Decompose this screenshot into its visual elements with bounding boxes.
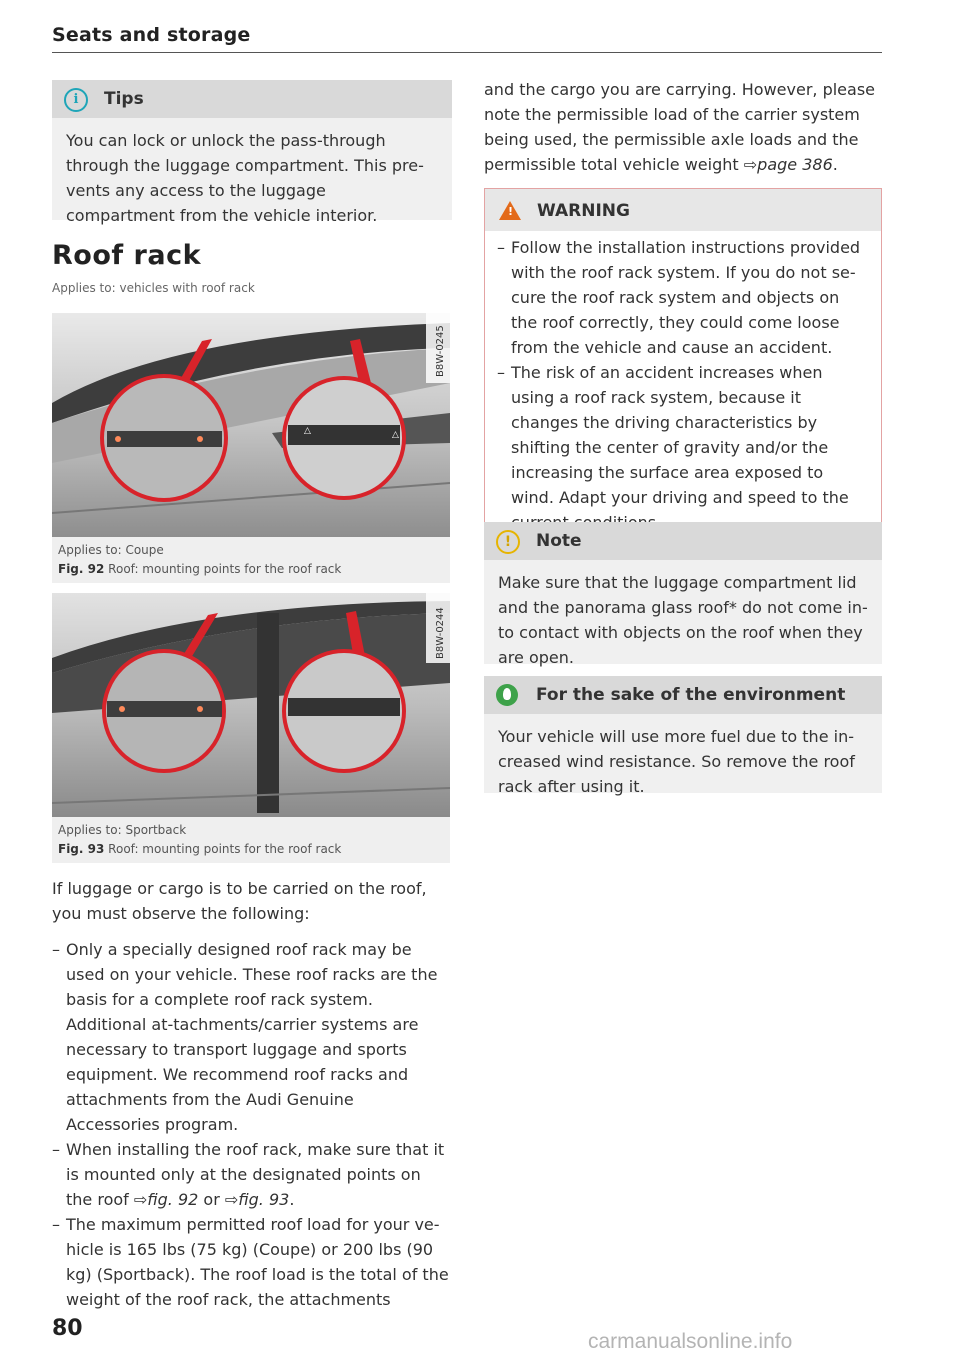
page-number: 80	[52, 1316, 83, 1341]
section-applies-note: Applies to: vehicles with roof rack	[52, 281, 255, 295]
warning-box	[484, 188, 882, 546]
page-386-link[interactable]: page 386	[757, 155, 833, 174]
note-text: Make sure that the luggage compartment lid and the panorama glass roof* do not come in-to contact with objects on the roof when they are open.	[498, 573, 868, 667]
warning-triangle-icon: !	[499, 201, 521, 220]
warning-item-risk: – The risk of an accident increases when using a roof rack system, because it changes the driving characteristics by shifting the center of gravity and/or the increasing the surface area exposed to wind. Adapt your driving and speed to the	[497, 360, 867, 535]
note-title: Note	[536, 531, 582, 551]
bullet-installation-or: or	[203, 1190, 220, 1209]
figure-92-caption	[52, 537, 450, 583]
bullet-specially-designed: – Only a specially designed roof rack may be used on your vehicle. These roof racks are the basis for a complete roof rack system. Additional at-tachments/carrier systems are necessary to transport luggage and sports equipment. We recommend roof racks and attachments from the Audi Genuine Accessories program.	[52, 937, 452, 1137]
fig-92-link[interactable]: fig. 92	[147, 1190, 199, 1209]
warning-body	[485, 231, 881, 545]
tips-title: Tips	[104, 89, 144, 109]
note-box	[484, 522, 882, 667]
continued-text: and the cargo you are carrying. However, please note the permissible load of the carrier system being used, the permissible axle loads and the permissible total vehicle weight	[484, 80, 876, 174]
tips-header	[52, 80, 452, 118]
figure-92-applies: Applies to: Coupe	[58, 543, 164, 557]
right-continued-text: and the cargo you are carrying. However, please note the permissible load of the carrier system being used, the permissible axle loads and the permissible total vehicle weight ⇨page 386.	[484, 80, 876, 174]
section-title-roof-rack: Roof rack	[52, 240, 202, 271]
environment-header	[484, 676, 882, 714]
warning-title: WARNING	[537, 201, 630, 221]
section-header-title: Seats and storage	[52, 24, 251, 46]
svg-text:△: △	[392, 430, 399, 440]
arrow-ref-icon: ⇨	[133, 1190, 148, 1209]
bullet-installation-text: When installing the roof rack, make sure that it is mounted only at the designated points on the roof	[66, 1140, 445, 1209]
figure-93-code: B8W-0244	[435, 607, 446, 659]
svg-text:△: △	[304, 426, 311, 436]
figure-93-applies: Applies to: Sportback	[58, 823, 187, 837]
watermark: carmanualsonline.info	[588, 1330, 793, 1353]
header-divider	[52, 52, 882, 53]
roof-rack-bullets	[52, 937, 452, 1312]
environment-title: For the sake of the environment	[536, 685, 846, 705]
environment-text: Your vehicle will use more fuel due to the in-creased wind resistance. So remove the roof rack after using it.	[498, 727, 855, 796]
figure-93	[52, 593, 450, 863]
fig-93-link[interactable]: fig. 93	[238, 1190, 290, 1209]
info-icon: i	[64, 88, 88, 112]
figure-92-label: Fig. 92	[58, 562, 105, 576]
coupe-roof-mounting-illustration	[52, 313, 450, 537]
figure-93-label: Fig. 93	[58, 842, 105, 856]
arrow-ref-icon: ⇨	[743, 155, 758, 174]
bullet-max-load: – The maximum permitted roof load for your ve-hicle is 165 lbs (75 kg) (Coupe) or 200 lbs (90 kg) (Sportback). The roof load is the total of the weight of the roof rack, the attachments	[52, 1212, 452, 1312]
figure-93-caption-text: Roof: mounting points for the roof rack	[108, 842, 342, 856]
roof-rack-intro: If luggage or cargo is to be carried on the roof, you must observe the following:	[52, 879, 427, 923]
arrow-ref-icon: ⇨	[224, 1190, 239, 1209]
figure-92	[52, 313, 450, 583]
figure-92-code: B8W-0245	[435, 325, 446, 377]
sportback-roof-mounting-illustration	[52, 593, 450, 817]
tips-text: You can lock or unlock the pass-through through the luggage compartment. This pre-vents any access to the luggage compartment from the vehicle interior.	[66, 131, 424, 225]
note-header	[484, 522, 882, 560]
note-icon: !	[496, 530, 520, 554]
tips-box	[52, 80, 452, 225]
environment-box	[484, 676, 882, 796]
environment-leaf-icon	[496, 684, 518, 706]
warning-header	[485, 189, 881, 231]
warning-item-installation: – Follow the installation instructions provided with the roof rack system. If you do not se-cure the roof rack system and objects on the roof correctly, they could come loose from the vehicle and cause an accident.	[497, 235, 867, 360]
figure-93-caption	[52, 817, 450, 863]
figure-92-caption-text: Roof: mounting points for the roof rack	[108, 562, 342, 576]
bullet-installation: – When installing the roof rack, make sure that it is mounted only at the designated points on the roof ⇨fig. 92 or ⇨fig. 93.	[52, 1137, 452, 1212]
